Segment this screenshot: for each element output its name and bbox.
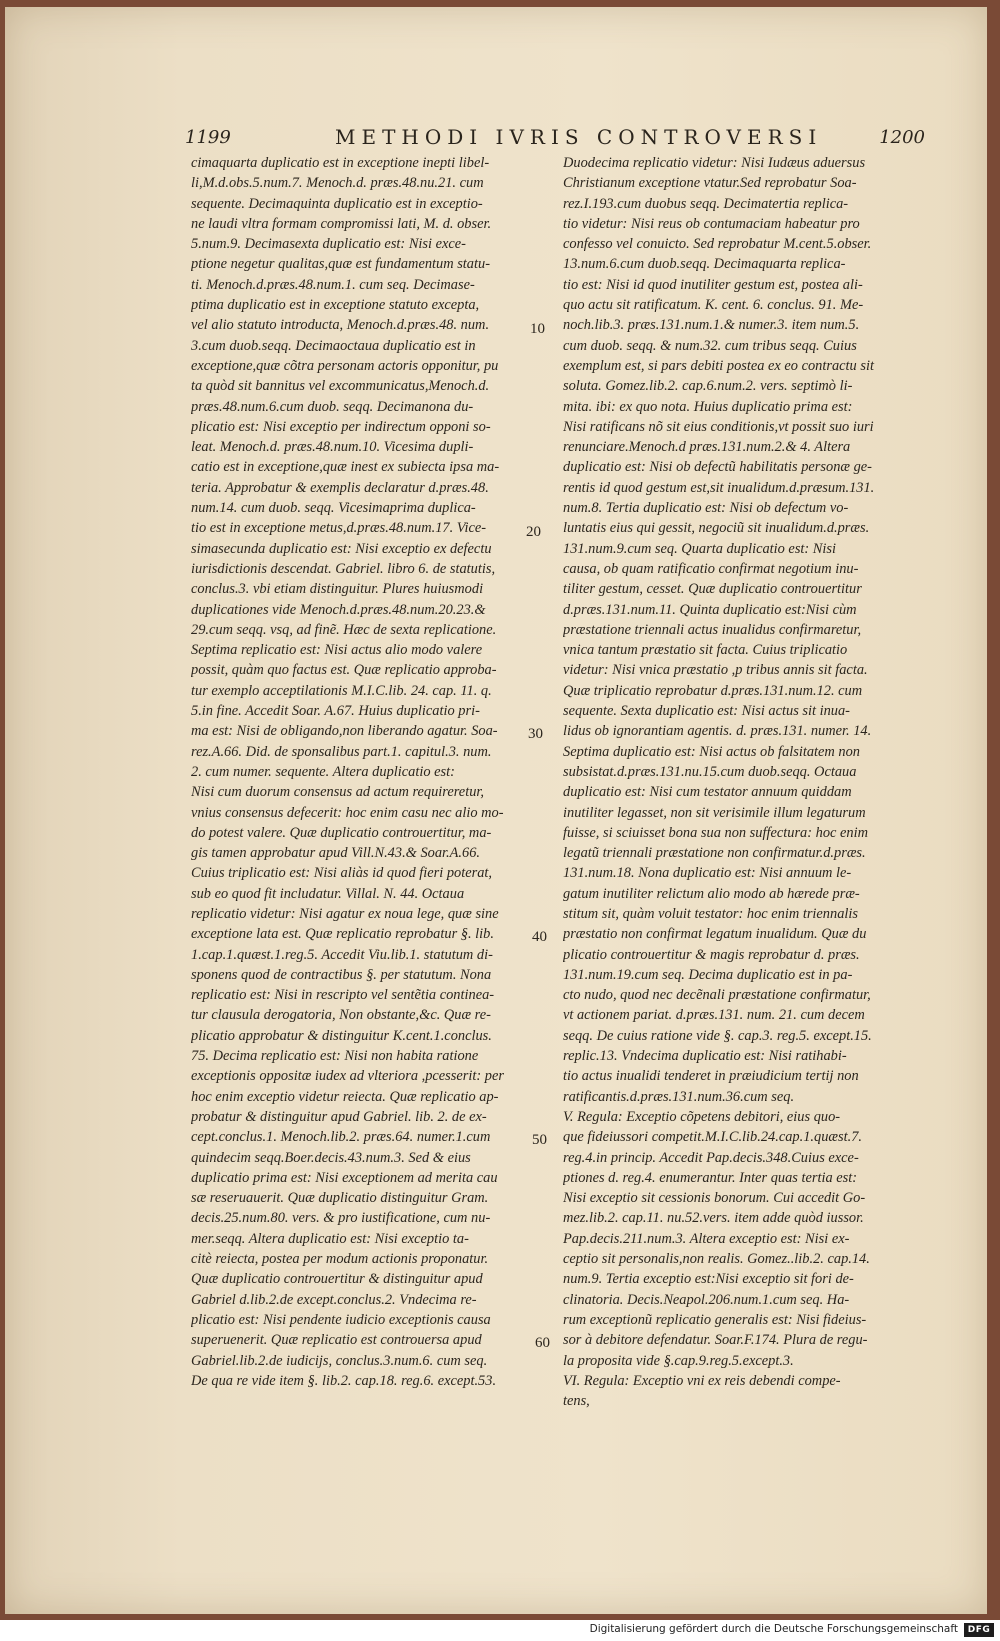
left-column-line: 29.cum seqq. vsq, ad finẽ. Hæc de sexta replicatione. <box>191 621 497 638</box>
right-column-line: tio est: Nisi id quod inutiliter gestum est, postea ali- <box>563 276 863 293</box>
right-column-line: confesso vel conuicto. Sed reprobatur M.cent.5.obser. <box>563 236 872 253</box>
left-column-line: ma est: Nisi de obligando,non liberando agatur. Soa- <box>191 723 498 740</box>
left-column-line: ta quòd sit bannitus vel excommunicatus,Menoch.d. <box>191 378 490 395</box>
right-column-line: sor à debitore defendatur. Soar.F.174. Plura de regu- <box>563 1332 868 1349</box>
left-column-line: catio est in exceptione,quæ inest ex subiecta ipsa ma- <box>191 459 500 476</box>
right-column-line: sequente. Sexta duplicatio est: Nisi actus sit inua- <box>563 703 850 720</box>
left-column-line: conclus.3. vbi etiam distinguitur. Plures huiusmodi <box>191 581 484 598</box>
left-column-line: probatur & distinguitur apud Gabriel. lib. 2. de ex- <box>191 1108 487 1125</box>
right-column-line: rez.I.193.cum duobus seqq. Decimatertia replica- <box>563 195 849 212</box>
right-column-line: ptiones d. reg.4. enumerantur. Inter quas tertia est: <box>563 1169 858 1186</box>
left-column-line: iurisdictionis descendat. Gabriel. libro 6. de statutis, <box>191 560 496 577</box>
left-column-line: exceptione,quæ cõtra personam actoris opponitur, pu <box>191 357 499 374</box>
left-column-line: sponens quod de contractibus §. per statutum. Nona <box>191 966 492 983</box>
left-column-line: ptima duplicatio est in exceptione statuto excepta, <box>191 297 480 314</box>
right-column-line: replic.13. Vndecima duplicatio est: Nisi ratihabi- <box>563 1048 847 1065</box>
right-column-line: Pap.decis.211.num.3. Altera exceptio est: Nisi ex- <box>563 1230 850 1247</box>
right-column-line: plicatio controuertitur & magis reprobatur d. præs. <box>563 946 860 963</box>
left-column-line: sequente. Decimaquinta duplicatio est in exceptio- <box>191 195 483 212</box>
right-column-line: præstatione triennali actus inualidus confirmaretur, <box>563 621 862 638</box>
right-column-line: que fideiussori competit.M.I.C.lib.24.cap.1.quæst.7. <box>563 1129 862 1146</box>
left-column-line: præs.48.num.6.cum duob. seqq. Decimanona du- <box>191 398 474 415</box>
right-column-line: causa, ob quam ratificatio confirmat negotium inu- <box>563 560 859 577</box>
right-column-line: d.præs.131.num.11. Quinta duplicatio est:Nisi cùm <box>563 601 857 618</box>
line-number-40: 40 <box>532 929 547 945</box>
right-column-line: Nisi exceptio sit cessionis bonorum. Cui accedit Go- <box>563 1190 866 1207</box>
left-column-line: Septima replicatio est: Nisi actus alio modo valere <box>191 642 483 659</box>
left-column <box>191 153 545 1391</box>
line-number-30: 30 <box>528 726 543 742</box>
left-column-line: gis tamen approbatur apud Vill.N.43.& Soar.A.66. <box>191 845 481 862</box>
right-column-line: VI. Regula: Exceptio vni ex reis debendi compe- <box>563 1372 841 1389</box>
right-column-line: exemplum est, si pars debiti postea ex eo contractu sit <box>563 357 874 374</box>
left-column-line: decis.25.num.80. vers. & pro iustificatione, cum nu- <box>191 1210 491 1227</box>
right-column-line: tens, <box>563 1393 590 1410</box>
right-column-line: Nisi ratificans nõ sit eius conditionis,vt possit suo iuri <box>563 418 874 435</box>
left-column-line: replicatio videtur: Nisi agatur ex noua lege, quæ sine <box>191 905 499 922</box>
right-column-line: duplicatio est: Nisi cum testator annuum quiddam <box>563 784 852 801</box>
right-column-line: mita. ibi: ex quo nota. Huius duplicatio prima est: <box>563 398 853 415</box>
right-column-line: 131.num.18. Nona duplicatio est: Nisi annuum le- <box>563 865 852 882</box>
right-column-line: cum duob. seqq. & num.32. cum tribus seqq. Cuius <box>563 337 857 354</box>
left-column-line: 75. Decima replicatio est: Nisi non habita ratione <box>191 1048 479 1065</box>
right-column-line: seqq. De cuius ratione vide §. cap.3. reg.5. except.15. <box>563 1027 872 1044</box>
right-column-line: legatũ triennali præstatione non confirmatur.d.præs. <box>563 845 866 862</box>
left-column-line: Quæ duplicatio controuertitur & distinguitur apud <box>191 1271 483 1288</box>
left-column-line: Cuius triplicatio est: Nisi aliàs id quod fieri poterat, <box>191 865 493 882</box>
left-column-line: duplicatio prima est: Nisi exceptionem ad merita cau <box>191 1169 498 1186</box>
right-column-line: renunciare.Menoch.d præs.131.num.2.& 4. Altera <box>563 439 851 456</box>
line-number-50: 50 <box>532 1132 547 1148</box>
digitization-footer <box>0 1620 1000 1641</box>
left-column-line: hoc enim exceptio videtur reiecta. Quæ replicatio ap- <box>191 1088 499 1105</box>
right-column-line: subsistat.d.præs.131.nu.15.cum duob.seqq. Octaua <box>563 763 857 780</box>
left-column-line: tur clausula derogatoria, Non obstante,&c. Quæ re- <box>191 1007 491 1024</box>
left-column-line: 5.num.9. Decimasexta duplicatio est: Nisi exce- <box>191 236 466 253</box>
page-number-right: 1200 <box>879 127 925 148</box>
left-column-line: ti. Menoch.d.præs.48.num.1. cum seq. Decimase- <box>191 276 475 293</box>
left-column-line: Gabriel.lib.2.de iudicijs, conclus.3.num.6. cum seq. <box>191 1352 488 1369</box>
left-column-line: plicatio approbatur & distinguitur K.cent.1.conclus. <box>191 1027 492 1044</box>
right-column-line: la proposita vide §.cap.9.reg.5.except.3. <box>563 1352 794 1369</box>
right-column-line: ceptio sit personalis,non realis. Gomez..lib.2. cap.14. <box>563 1251 870 1268</box>
line-number-60: 60 <box>535 1335 550 1351</box>
left-column-line: duplicationes vide Menoch.d.præs.48.num.20.23.& <box>191 601 486 618</box>
right-column-line: Duodecima replicatio videtur: Nisi Iudæus aduersus <box>563 155 866 171</box>
left-column-line: De qua re vide item §. lib.2. cap.18. reg.6. except.53. <box>191 1372 497 1389</box>
left-column-line: leat. Menoch.d. præs.48.num.10. Vicesima dupli- <box>191 439 474 456</box>
right-column-line: reg.4.in princip. Accedit Pap.decis.348.Cuius exce- <box>563 1149 859 1166</box>
right-column-line: clinatoria. Decis.Neapol.206.num.1.cum seq. Ha- <box>563 1291 850 1308</box>
right-column-line: 131.num.19.cum seq. Decima duplicatio est in pa- <box>563 966 853 983</box>
right-column-line: noch.lib.3. præs.131.num.1.& numer.3. item num.5. <box>563 317 860 334</box>
right-column-line: rum exceptionũ replicatio generalis est: Nisi fideius- <box>563 1311 867 1328</box>
right-column-line: inutiliter legasset, non sit verisimile illum legaturum <box>563 804 866 821</box>
right-column-line: num.9. Tertia exceptio est:Nisi exceptio sit fori de- <box>563 1271 854 1288</box>
right-column-line: soluta. Gomez.lib.2. cap.6.num.2. vers. septimò li- <box>563 378 853 395</box>
left-column-line: possit, quàm quo factus est. Quæ replicatio approba- <box>191 662 497 679</box>
left-column-line: num.14. cum duob. seqq. Vicesimaprima duplica- <box>191 500 476 517</box>
right-column-line: quo actu sit ratificatum. K. cent. 6. conclus. 91. Me- <box>563 297 864 314</box>
left-column-line: Gabriel d.lib.2.de except.conclus.2. Vndecima re- <box>191 1291 477 1308</box>
left-column-line: quindecim seqq.Boer.decis.43.num.3. Sed & eius <box>191 1149 471 1166</box>
left-column-line: plicatio est: Nisi pendente iudicio exceptionis causa <box>191 1311 491 1328</box>
left-column-line: li,M.d.obs.5.num.7. Menoch.d. præs.48.nu.21. cum <box>191 175 484 192</box>
right-column-line: vt actionem pariat. d.præs.131. num. 21. cum decem <box>563 1007 865 1024</box>
right-column-line: Quæ triplicatio reprobatur d.præs.131.num.12. cum <box>563 682 863 699</box>
right-column-line: rentis id quod gestum est,sit inualidum.d.præsum.131. <box>563 479 875 496</box>
book-page <box>5 7 987 1614</box>
left-column-line: tio est in exceptione metus,d.præs.48.num.17. Vice- <box>191 520 487 537</box>
left-column-line: superuenerit. Quæ replicatio est controuersa apud <box>191 1332 482 1349</box>
right-column <box>563 153 915 1411</box>
left-column-line: citè reiecta, postea per modum actionis proponatur. <box>191 1251 489 1268</box>
left-column-line: ne laudi vltra formam compromissi lati, M. d. obser. <box>191 215 492 232</box>
left-column-line: vel alio statuto introducta, Menoch.d.præs.48. num. <box>191 317 490 334</box>
right-column-line: num.8. Tertia duplicatio est: Nisi ob defectum vo- <box>563 500 849 517</box>
right-column-line: ratificantis.d.præs.131.num.36.cum seq. <box>563 1088 795 1105</box>
left-column-line: tur exemplo acceptilationis M.I.C.lib. 24. cap. 11. q. <box>191 682 492 699</box>
left-column-line: cept.conclus.1. Menoch.lib.2. præs.64. numer.1.cum <box>191 1129 491 1146</box>
left-column-line: replicatio est: Nisi in rescripto vel sentẽtia continea- <box>191 987 495 1004</box>
right-column-line: Septima duplicatio est: Nisi actus ob falsitatem non <box>563 743 860 760</box>
funding-credit: Digitalisierung gefördert durch die Deutsche Forschungsgemeinschaft <box>589 1623 958 1635</box>
left-column-line: mer.seqq. Altera duplicatio est: Nisi exceptio ta- <box>191 1230 469 1247</box>
left-column-line: Nisi cum duorum consensus ad actum requireretur, <box>191 784 484 801</box>
right-column-line: gatum inutiliter relictum alio modo ab hærede præ- <box>563 885 860 902</box>
right-column-line: duplicatio est: Nisi ob defectũ habilitatis personæ ge- <box>563 459 872 476</box>
right-column-line: fuisse, si sciuisset bona sua non suffectura: hoc enim <box>563 824 868 841</box>
running-title: METHODI IVRIS CONTROVERSI <box>335 125 823 149</box>
left-column-line: 2. cum numer. sequente. Altera duplicatio est: <box>191 763 455 780</box>
dfg-logo: DFG <box>964 1623 994 1637</box>
running-header <box>185 125 925 151</box>
left-column-line: cimaquarta duplicatio est in exceptione inepti libel- <box>191 155 490 171</box>
page-number-left: 1199 <box>185 127 231 148</box>
left-column-line: rez.A.66. Did. de sponsalibus part.1. capitul.3. num. <box>191 743 492 760</box>
right-column-line: tio actus inualidi tenderet in præiudicium tertij non <box>563 1068 859 1085</box>
right-column-line: præstatio non confirmat legatum inualidum. Quæ du <box>563 926 867 943</box>
left-column-line: vnius consensus defecerit: hoc enim casu nec alio mo- <box>191 804 504 821</box>
left-column-line: 3.cum duob.seqq. Decimaoctaua duplicatio est in <box>191 337 476 354</box>
left-column-line: sæ reseruauerit. Quæ duplicatio distinguitur Gram. <box>191 1190 489 1207</box>
left-column-line: 1.cap.1.quæst.1.reg.5. Accedit Viu.lib.1. statutum di- <box>191 946 493 963</box>
right-column-line: vnica tantum præstatio sit facta. Cuius triplicatio <box>563 642 848 659</box>
right-column-line: stitum sit, quàm voluit testator: hoc enim triennalis <box>563 905 858 922</box>
right-column-line: cto nudo, quod nec decẽnali præstatione confirmatur, <box>563 987 871 1004</box>
right-column-line: mez.lib.2. cap.11. nu.52.vers. item adde quòd iussor. <box>563 1210 864 1227</box>
right-column-line: videtur: Nisi vnica præstatio ,p tribus annis sit facta. <box>563 662 868 679</box>
right-column-line: lidus ob ignorantiam agentis. d. præs.131. numer. 14. <box>563 723 872 740</box>
right-column-line: tio videtur: Nisi reus ob contumaciam habeatur pro <box>563 215 860 232</box>
left-column-line: 5.in fine. Accedit Soar. A.67. Huius duplicatio pri- <box>191 703 480 720</box>
right-column-line: V. Regula: Exceptio cõpetens debitori, eius quo- <box>563 1108 841 1125</box>
right-column-line: luntatis eius qui gessit, negociũ sit inualidum.d.præs. <box>563 520 870 537</box>
line-number-20: 20 <box>526 524 541 540</box>
left-column-line: exceptione lata est. Quæ replicatio reprobatur §. lib. <box>191 926 494 943</box>
left-column-line: teria. Approbatur & exemplis declaratur d.præs.48. <box>191 479 489 496</box>
left-column-line: ptione negetur qualitas,quæ est fundamentum statu- <box>191 256 490 273</box>
left-column-line: do potest valere. Quæ duplicatio controuertitur, ma- <box>191 824 492 841</box>
right-column-line: 131.num.9.cum seq. Quarta duplicatio est: Nisi <box>563 540 837 557</box>
left-column-line: sub eo quod fit includatur. Villal. N. 44. Octaua <box>191 885 465 902</box>
right-column-line: 13.num.6.cum duob.seqq. Decimaquarta replica- <box>563 256 846 273</box>
line-number-10: 10 <box>530 321 545 337</box>
left-column-line: plicatio est: Nisi exceptio per indirectum opponi so- <box>191 418 491 435</box>
left-column-line: exceptionis oppositæ iudex ad vlteriora ,pcesserit: per <box>191 1068 504 1085</box>
right-column-line: tiliter gestum, cesset. Quæ duplicatio controuertitur <box>563 581 862 598</box>
left-column-line: simasecunda duplicatio est: Nisi exceptio ex defectu <box>191 540 492 557</box>
right-column-line: Christianum exceptione vtatur.Sed reprobatur Soa- <box>563 175 857 192</box>
